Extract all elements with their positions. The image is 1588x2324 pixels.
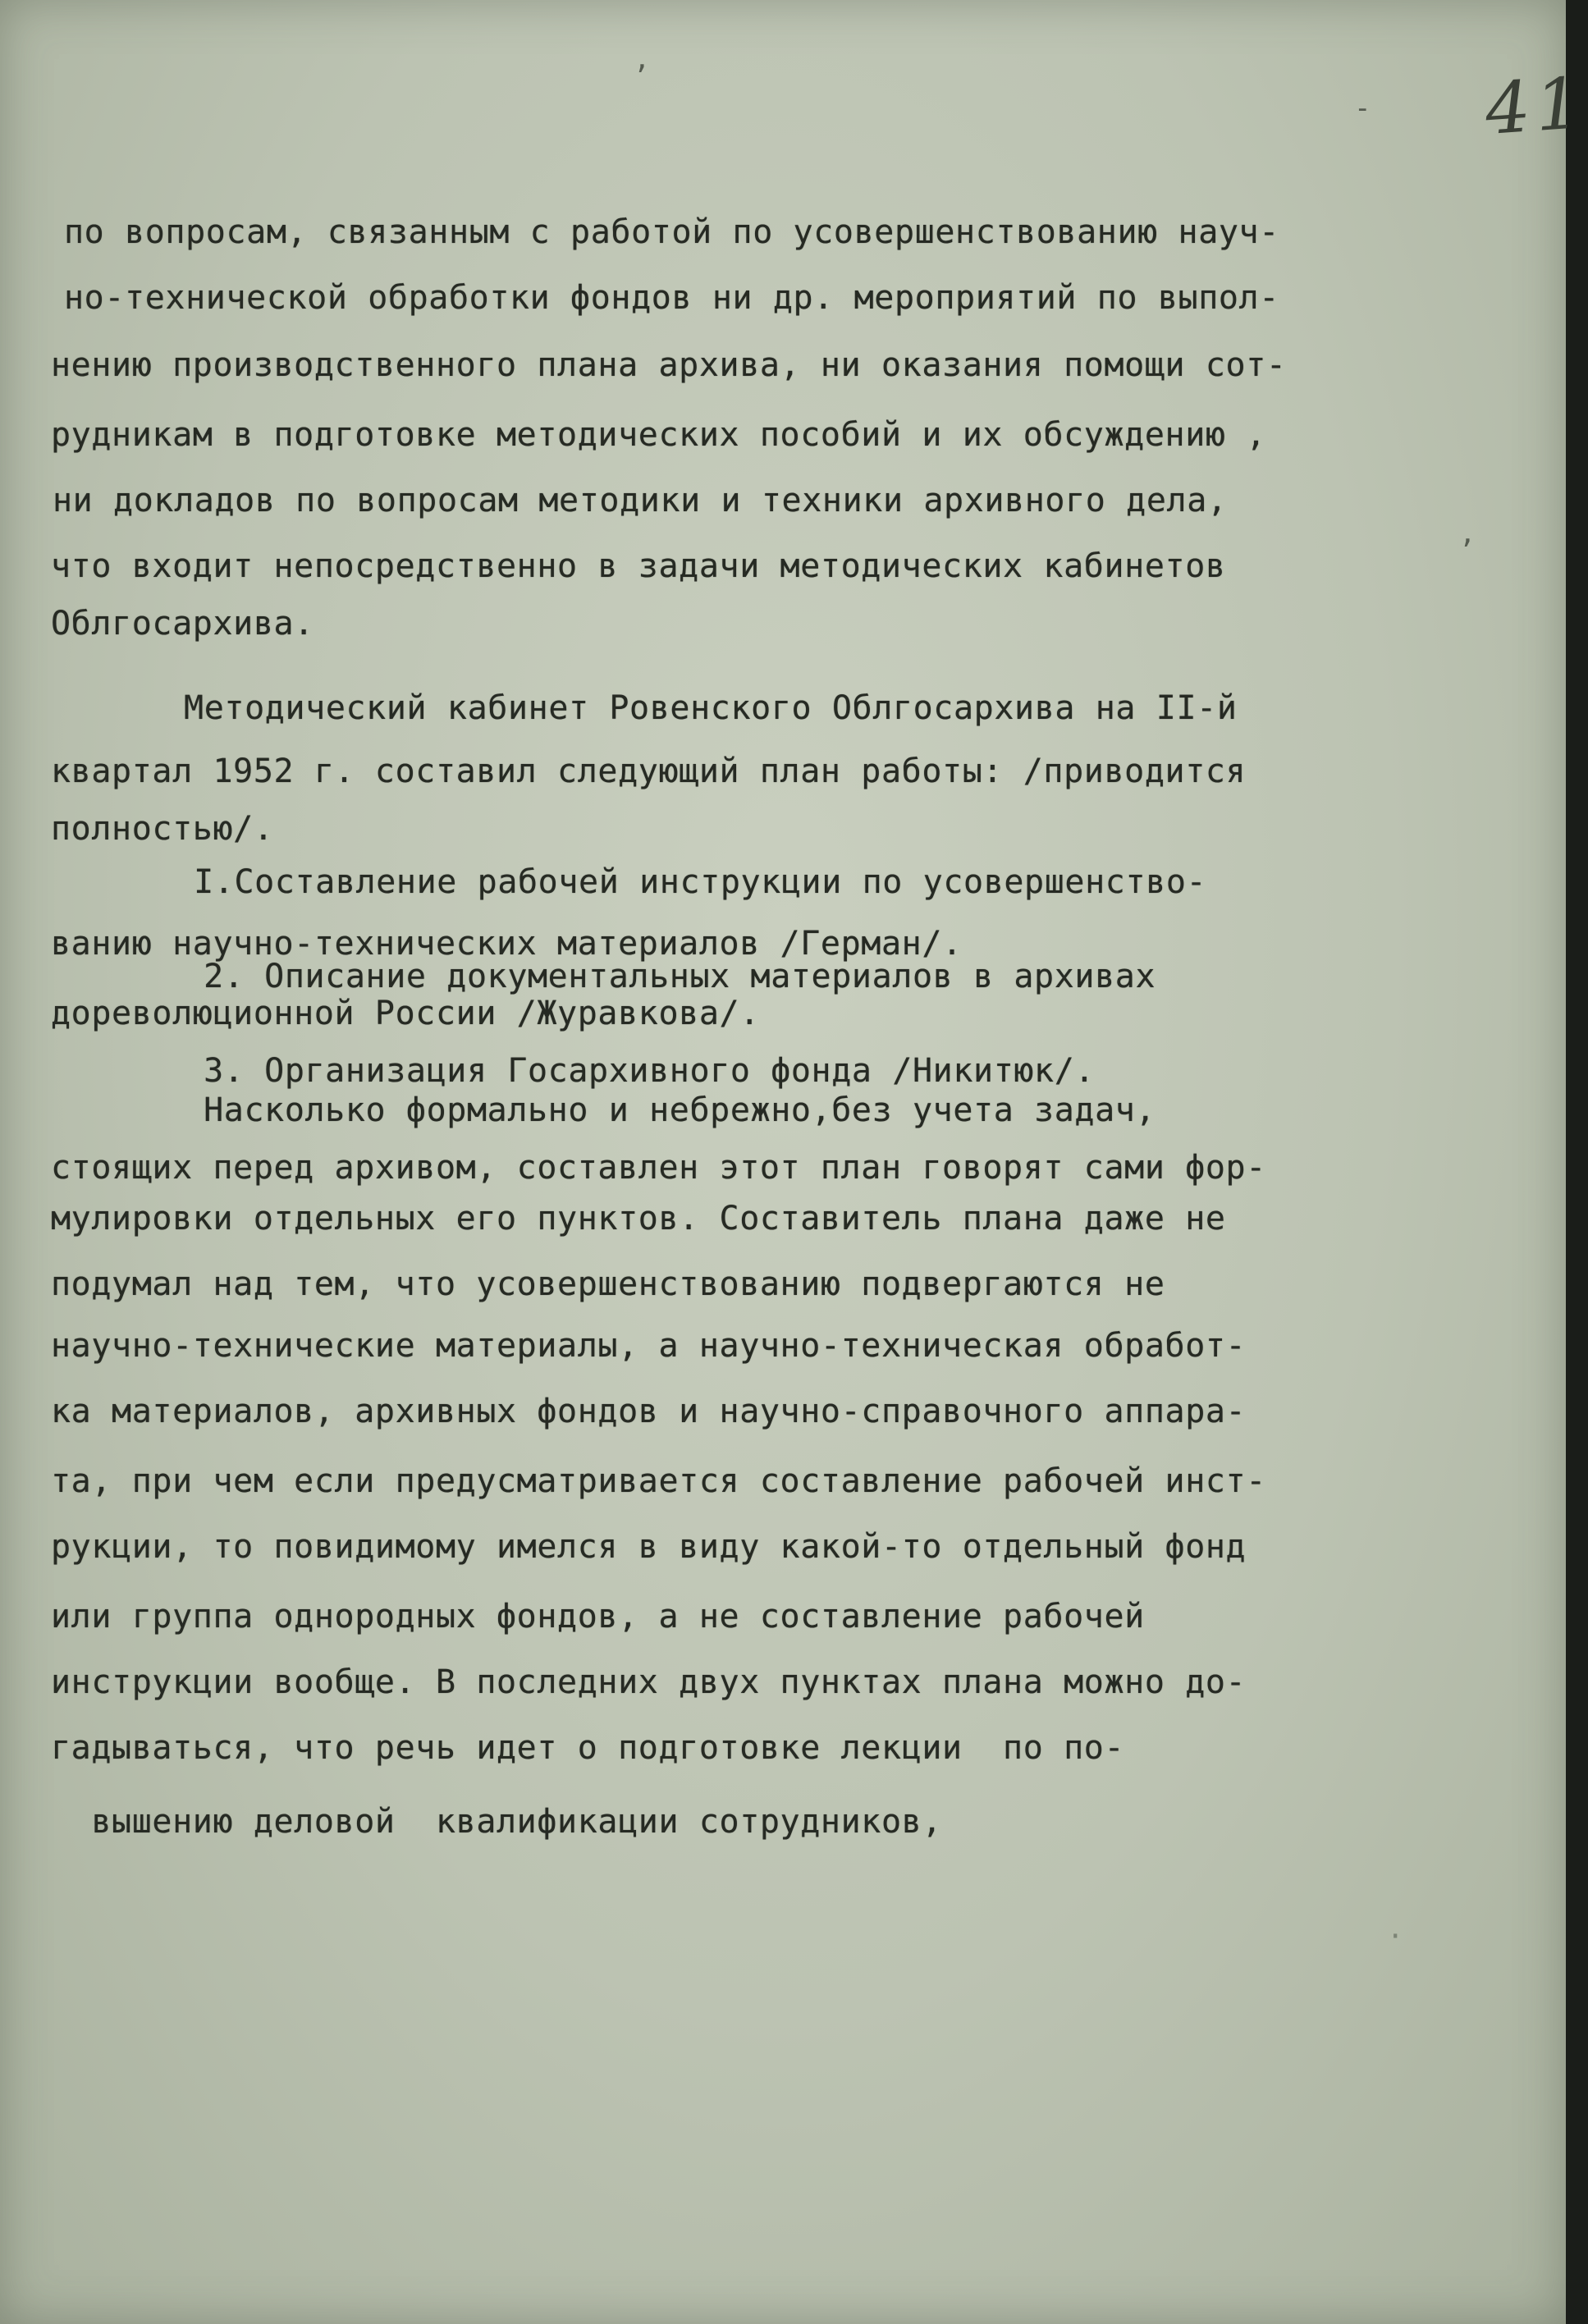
text-line-13: 2. Описание документальных материалов в архивах [82, 958, 1156, 995]
pencil-mark: , [1459, 517, 1476, 550]
text-line-16: Насколько формально и небрежно,без учета задач, [82, 1091, 1156, 1129]
pencil-mark: - [1354, 92, 1371, 125]
text-line-19: подумал над тем, что усовершенствованию подвергаются не [51, 1265, 1165, 1303]
text-line-12: ванию научно-технических материалов /Герман/. [51, 925, 963, 963]
text-line-25: инструкции вообще. В последних двух пунктах плана можно до- [51, 1663, 1247, 1701]
bleed-through-mark: · [1387, 1920, 1404, 1953]
text-line-7: Облгосархива. [51, 605, 314, 643]
text-line-6: что входит непосредственно в задачи методических кабинетов [51, 547, 1226, 585]
text-line-4: рудникам в подготовке методических пособий и их обсуждению , [51, 416, 1266, 454]
text-line-10: полностью/. [51, 810, 274, 848]
text-line-15: 3. Организация Госархивного фонда /Никитюк/. [82, 1052, 1096, 1090]
text-line-24: или группа однородных фондов, а не составление рабочей [51, 1598, 1145, 1635]
text-line-11: I.Составление рабочей инструкции по усовершенство- [72, 863, 1207, 901]
text-line-2: но-технической обработки фондов ни др. мероприятий по выпол- [64, 279, 1279, 317]
text-line-1: по вопросам, связанным с работой по усовершенствованию науч- [64, 213, 1279, 251]
text-line-23: рукции, то повидимому имелся в виду какой-то отдельный фонд [51, 1528, 1247, 1566]
text-line-21: ка материалов, архивных фондов и научно-справочного аппара- [51, 1393, 1247, 1430]
page-number: 41 [1482, 62, 1588, 152]
text-line-17: стоящих перед архивом, составлен этот план говорят сами фор- [51, 1149, 1266, 1187]
text-line-20: научно-технические материалы, а научно-техническая обработ- [51, 1327, 1247, 1365]
text-line-27: вышению деловой квалификации сотрудников, [51, 1803, 943, 1841]
text-line-3: нению производственного плана архива, ни оказания помощи сот- [51, 346, 1287, 384]
text-line-5: ни докладов по вопросам методики и техники архивного дела, [53, 482, 1228, 519]
text-line-18: мулировки отдельных его пунктов. Составитель плана даже не [51, 1200, 1226, 1237]
text-line-22: та, при чем если предусматривается составление рабочей инст- [51, 1462, 1266, 1500]
text-line-9: квартал 1952 г. составил следующий план работы: /приводится [51, 753, 1247, 790]
text-line-8: Методический кабинет Ровенского Облгосархива на II-й [123, 689, 1238, 727]
ink-speck: , [634, 43, 651, 75]
text-line-26: гадываться, что речь идет о подготовке лекции по по- [51, 1729, 1125, 1767]
text-line-14: дореволюционной России /Журавкова/. [51, 995, 760, 1032]
